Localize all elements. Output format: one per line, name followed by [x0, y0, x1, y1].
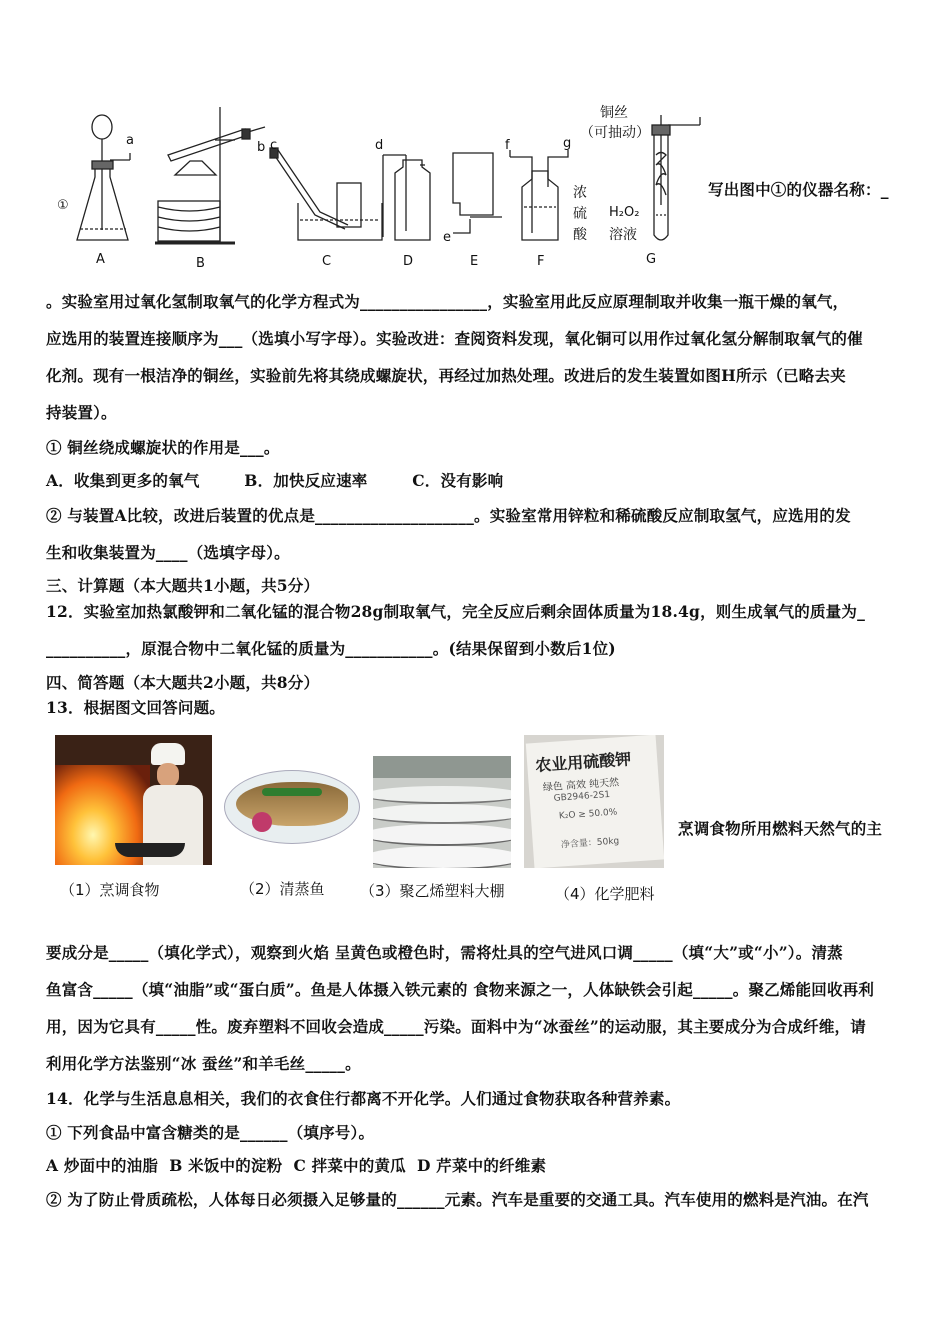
q13-line-2: 鱼富含_____（填“油脂”或“蛋白质”。鱼是人体摄入铁元素的 食物来源之一，人体缺铁会引起_____。聚乙烯能回收再利: [46, 980, 875, 999]
caption-cooking: （1）烹调食物: [60, 881, 160, 899]
photo-steamed-fish: [222, 760, 360, 850]
q13-line-1: 要成分是_____（填化学式），观察到火焰 呈黄色或橙色时，需将灶具的空气进风口调_____（填“大”或“小”）。清蒸: [46, 943, 843, 962]
q11-options: A．收集到更多的氧气 B．加快反应速率 C．没有影响: [46, 471, 504, 490]
apparatus-a-flask: [77, 115, 130, 240]
q14-options: A 炒面中的油脂 B 米饭中的淀粉 C 拌菜中的黄瓜 D 芹菜中的纤维素: [46, 1156, 547, 1175]
q12-line-1: 12．实验室加热氯酸钾和二氧化锰的混合物28g制取氧气，完全反应后剩余固体质量为18.4g，则生成氧气的质量为_: [46, 602, 866, 621]
q11-line-8: 生和收集装置为____（选填字母）。: [46, 543, 290, 562]
annotation-circle1: ①: [57, 198, 69, 213]
annotation-d: d: [375, 138, 384, 153]
annotation-g: g: [563, 136, 572, 151]
apparatus-b-heating: [155, 107, 265, 243]
photo-greenhouse: [373, 756, 511, 868]
apparatus-label-f: F: [537, 254, 545, 269]
section-4-heading: 四、简答题（本大题共2小题，共8分）: [46, 673, 320, 692]
apparatus-label-g: G: [646, 252, 657, 267]
q11-line-5: ① 铜丝绕成螺旋状的作用是___。: [46, 438, 280, 457]
annotation-e: e: [443, 230, 451, 245]
apparatus-f-wash: [510, 150, 568, 240]
annotation-h2o2: H₂O₂: [609, 205, 640, 220]
q11-line-2: 应选用的装置连接顺序为___（选填小写字母）。实验改进：查阅资料发现，氧化铜可以用作过氧化氢分解制取氧气的催: [46, 329, 863, 348]
annotation-b: b: [257, 140, 266, 155]
apparatus-side-text: 写出图中①的仪器名称：_: [708, 180, 889, 199]
apparatus-label-b: B: [196, 256, 205, 271]
q13-line-3: 用，因为它具有_____性。废弃塑料不回收会造成_____污染。面料中为“冰蚕丝”的运动服，其主要成分为合成纤维，请: [46, 1017, 866, 1036]
annotation-copper: 铜丝: [600, 105, 628, 121]
apparatus-label-a: A: [96, 252, 105, 267]
caption-fish: （2）清蒸鱼: [240, 880, 325, 898]
photos-side-text: 烹调食物所用燃料天然气的主: [678, 819, 883, 838]
q14-line-1: 14．化学与生活息息相关，我们的衣食住行都离不开化学。人们通过食物获取各种营养素。: [46, 1089, 681, 1108]
q14-line-2: ① 下列食品中富含糖类的是______（填序号）。: [46, 1123, 375, 1142]
apparatus-label-d: D: [403, 254, 414, 269]
annotation-conc-acid-1: 浓: [573, 185, 587, 201]
apparatus-c-trough: [270, 148, 382, 240]
q11-line-4: 持装置）。: [46, 403, 117, 422]
photo-fertilizer: [524, 735, 664, 868]
annotation-conc-acid-3: 酸: [573, 227, 587, 243]
annotation-a: a: [126, 133, 134, 148]
caption-greenhouse: （3）聚乙烯塑料大棚: [360, 882, 505, 900]
fertilizer-bag-content: K₂O ≥ 50.0%: [558, 807, 618, 822]
annotation-solution: 溶液: [609, 227, 637, 243]
fertilizer-bag-title: 农业用硫酸钾: [534, 749, 632, 776]
fertilizer-bag-slogan: 绿色 高效 纯天然: [542, 777, 620, 794]
q14-line-4: ② 为了防止骨质疏松，人体每日必须摄入足够量的______元素。汽车是重要的交通工具。汽车使用的燃料是汽油。在汽: [46, 1190, 869, 1209]
q11-line-7: ② 与装置A比较，改进后装置的优点是____________________。实验室常用锌粒和稀硫酸反应制取氢气，应选用的发: [46, 506, 851, 525]
apparatus-e-bottle: [453, 153, 502, 233]
apparatus-label-c: C: [322, 254, 332, 269]
q12-line-2: __________，原混合物中二氧化锰的质量为___________。(结果保留到小数后1位): [46, 639, 616, 658]
apparatus-g-testtube: [652, 115, 700, 240]
q11-line-1: 。实验室用过氧化氢制取氧气的化学方程式为________________，实验室用此反应原理制取并收集一瓶干燥的氧气，: [46, 292, 849, 311]
annotation-pullable: （可抽动）: [580, 125, 650, 141]
photo-cooking: [55, 735, 212, 865]
section-3-heading: 三、计算题（本大题共1小题，共5分）: [46, 576, 320, 595]
q13-line-4: 利用化学方法鉴别“冰 蚕丝”和羊毛丝_____。: [46, 1054, 361, 1073]
annotation-conc-acid-2: 硫: [573, 206, 587, 222]
fertilizer-bag-weight: 净含量：50kg: [560, 836, 620, 851]
annotation-f: f: [505, 138, 510, 153]
q13-title: 13．根据图文回答问题。: [46, 698, 225, 717]
fertilizer-bag-standard: GB2946-2S1: [553, 789, 611, 804]
apparatus-d-bottle: [383, 155, 430, 240]
apparatus-label-e: E: [470, 254, 479, 269]
q11-line-3: 化剂。现有一根洁净的铜丝，实验前先将其绕成螺旋状，再经过加热处理。改进后的发生装置如图H所示（已略去夹: [46, 366, 846, 385]
caption-fertilizer: （4）化学肥料: [555, 885, 655, 903]
annotation-c: c: [270, 138, 278, 153]
